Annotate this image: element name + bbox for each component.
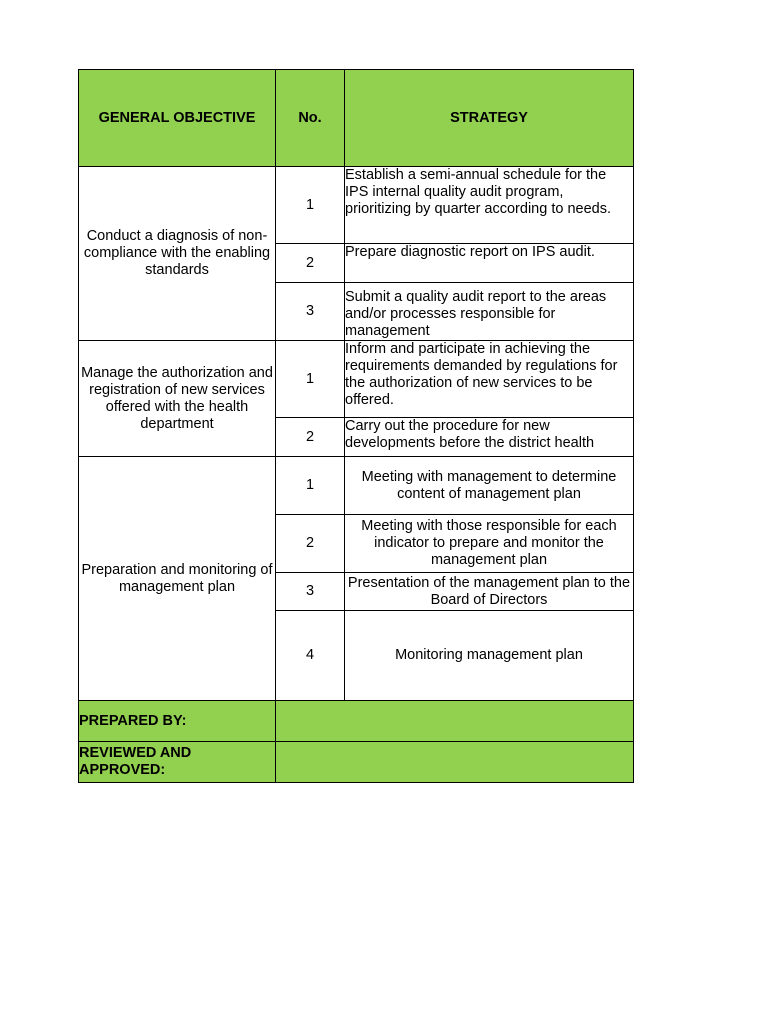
objective-cell: Preparation and monitoring of management plan bbox=[79, 457, 276, 701]
objective-cell: Conduct a diagnosis of non-compliance with the enabling standards bbox=[79, 167, 276, 341]
table-row bbox=[79, 167, 634, 244]
strategy-cell: Meeting with those responsible for each indicator to prepare and monitor the management plan bbox=[345, 515, 634, 573]
strategy-cell: Inform and participate in achieving the requirements demanded by regulations for the authorization of new services to be offered. bbox=[345, 341, 634, 418]
objective-cell: Manage the authorization and registration of new services offered with the health department bbox=[79, 341, 276, 457]
table-row bbox=[79, 341, 634, 418]
strategy-number: 1 bbox=[276, 167, 345, 244]
strategy-number: 3 bbox=[276, 573, 345, 611]
strategy-number: 2 bbox=[276, 515, 345, 573]
header-number: No. bbox=[276, 70, 345, 167]
strategy-cell: Establish a semi-annual schedule for the IPS internal quality audit program, prioritizing by quarter according to needs. bbox=[345, 167, 634, 244]
header-row bbox=[79, 70, 634, 167]
reviewed-approved-value[interactable] bbox=[276, 742, 634, 783]
prepared-by-label: PREPARED BY: bbox=[79, 701, 276, 742]
strategy-cell: Presentation of the management plan to the Board of Directors bbox=[345, 573, 634, 611]
strategy-cell bbox=[345, 418, 634, 457]
header-general-objective: GENERAL OBJECTIVE bbox=[79, 70, 276, 167]
strategy-cell: Monitoring management plan bbox=[345, 611, 634, 701]
strategy-number: 2 bbox=[276, 418, 345, 457]
prepared-by-value[interactable] bbox=[276, 701, 634, 742]
strategy-number: 1 bbox=[276, 341, 345, 418]
strategy-text: Carry out the procedure for new developments before the district health bbox=[345, 418, 595, 451]
strategy-number: 3 bbox=[276, 283, 345, 341]
strategy-number: 2 bbox=[276, 244, 345, 283]
header-strategy: STRATEGY bbox=[345, 70, 634, 167]
strategy-cell: Prepare diagnostic report on IPS audit. bbox=[345, 244, 634, 283]
reviewed-approved-row bbox=[79, 742, 634, 783]
strategy-number: 4 bbox=[276, 611, 345, 701]
table-row bbox=[79, 457, 634, 515]
reviewed-approved-label: REVIEWED AND APPROVED: bbox=[79, 742, 276, 783]
strategy-cell: Submit a quality audit report to the areas and/or processes responsible for management bbox=[345, 283, 634, 341]
strategy-number: 1 bbox=[276, 457, 345, 515]
strategy-table bbox=[78, 69, 634, 783]
strategy-cell: Meeting with management to determine content of management plan bbox=[345, 457, 634, 515]
prepared-by-row bbox=[79, 701, 634, 742]
